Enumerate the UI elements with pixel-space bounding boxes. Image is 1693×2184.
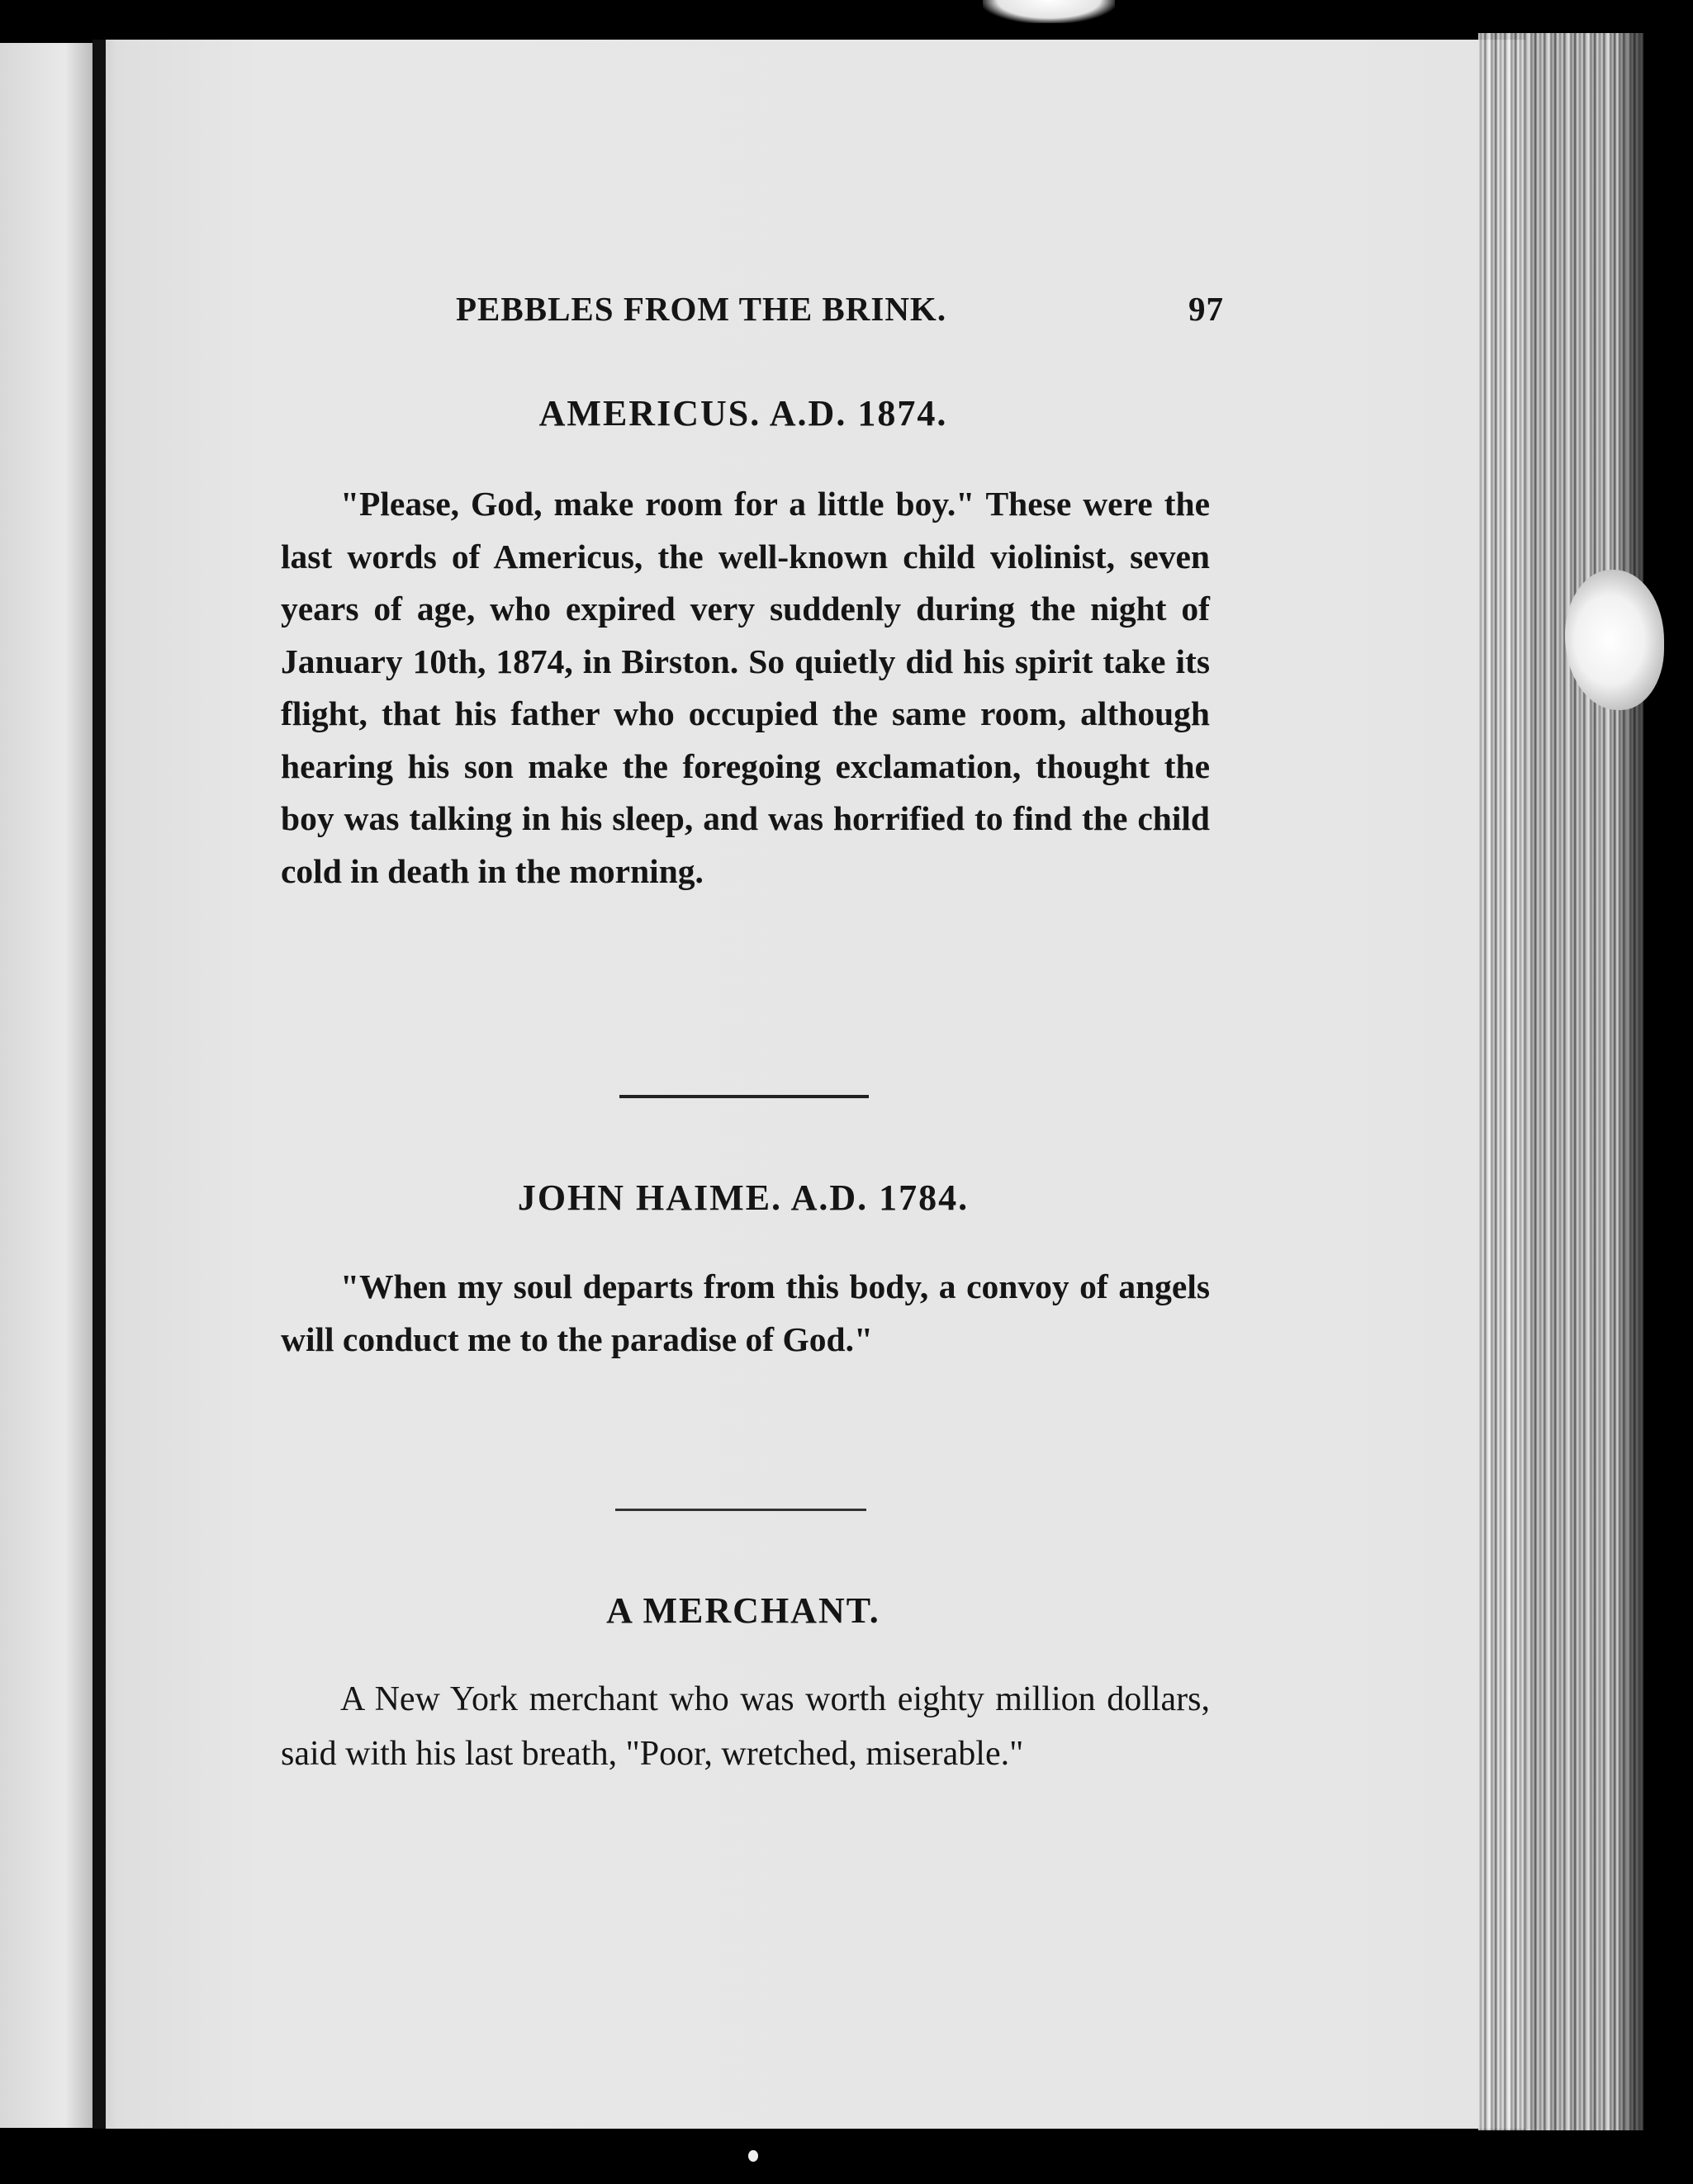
page-gutter [92,40,106,2129]
section-divider [615,1509,866,1511]
section-paragraph [281,1261,1210,1366]
scan-speck [748,2150,758,2162]
page-number: 97 [1188,290,1224,328]
facing-page-edge [0,43,92,2128]
section-heading: AMERICUS. A.D. 1874. [538,393,948,433]
page-edge-shadow [1619,33,1693,2130]
section-heading: A MERCHANT. [606,1590,880,1631]
section-divider [619,1095,869,1098]
section-paragraph [281,478,1210,898]
torn-paper-fragment [983,0,1115,23]
running-title: PEBBLES FROM THE BRINK. [456,290,947,328]
section-heading: JOHN HAIME. A.D. 1784. [517,1177,970,1218]
paragraph-text: A New York merchant who was worth eighty million dollars, said with his last breath, "Poor, wretched, miserable." [281,1680,1210,1773]
running-head [456,289,1224,339]
paragraph-text: "Please, God, make room for a little boy." These were the last words of Americus, the well-known child violinist, seven years of age, who expired very suddenly during the night of January 10th, 1874, in Birston. So quietly did his spirit take its flight, that his father who occupied the same room, although hearing his son make the foregoing exclamation, thought the boy was talking in his sleep, and was horrified to find the child cold in death in the morning. [281,485,1210,890]
book-page [92,40,1525,2129]
section-paragraph [281,1672,1210,1781]
paragraph-text: "When my soul departs from this body, a convoy of angels will conduct me to the paradise of God." [281,1267,1210,1358]
